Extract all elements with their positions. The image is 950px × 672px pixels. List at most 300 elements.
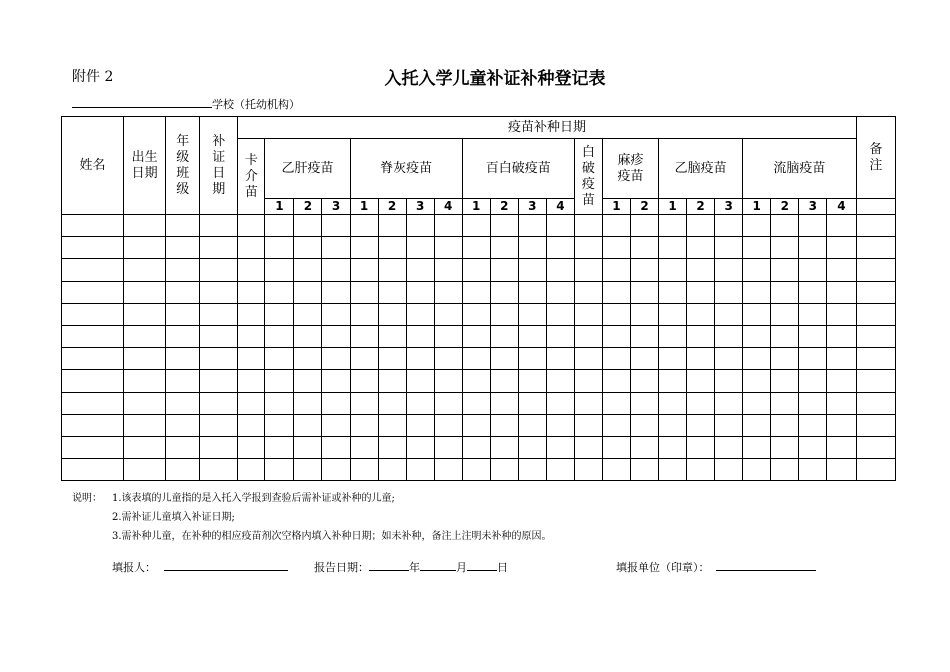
table-cell[interactable] bbox=[200, 348, 238, 370]
table-cell[interactable] bbox=[771, 237, 799, 259]
table-cell[interactable] bbox=[124, 414, 166, 436]
table-cell[interactable] bbox=[62, 459, 124, 481]
table-cell[interactable] bbox=[166, 459, 200, 481]
table-cell[interactable] bbox=[799, 348, 827, 370]
month-blank[interactable] bbox=[420, 559, 456, 571]
table-cell[interactable] bbox=[238, 370, 265, 392]
table-cell[interactable] bbox=[265, 370, 294, 392]
table-cell[interactable] bbox=[771, 459, 799, 481]
table-cell[interactable] bbox=[827, 237, 856, 259]
table-cell[interactable] bbox=[602, 348, 630, 370]
table-cell[interactable] bbox=[659, 414, 687, 436]
table-cell[interactable] bbox=[124, 370, 166, 392]
table-cell[interactable] bbox=[124, 259, 166, 281]
table-cell[interactable] bbox=[827, 281, 856, 303]
table-cell[interactable] bbox=[62, 325, 124, 347]
table-cell[interactable] bbox=[518, 237, 546, 259]
table-cell[interactable] bbox=[265, 392, 294, 414]
table-cell[interactable] bbox=[378, 259, 406, 281]
filler-blank[interactable] bbox=[164, 559, 288, 571]
table-cell[interactable] bbox=[546, 237, 574, 259]
table-cell[interactable] bbox=[630, 259, 658, 281]
table-cell[interactable] bbox=[378, 281, 406, 303]
table-cell[interactable] bbox=[322, 237, 350, 259]
table-cell[interactable] bbox=[124, 392, 166, 414]
table-cell[interactable] bbox=[799, 392, 827, 414]
table-cell[interactable] bbox=[687, 414, 715, 436]
table-cell[interactable] bbox=[856, 259, 895, 281]
table-cell[interactable] bbox=[62, 370, 124, 392]
table-cell[interactable] bbox=[265, 459, 294, 481]
unit-blank[interactable] bbox=[716, 559, 816, 571]
table-cell[interactable] bbox=[124, 237, 166, 259]
table-cell[interactable] bbox=[406, 392, 434, 414]
table-cell[interactable] bbox=[490, 370, 518, 392]
table-cell[interactable] bbox=[856, 237, 895, 259]
table-cell[interactable] bbox=[238, 281, 265, 303]
table-cell[interactable] bbox=[602, 392, 630, 414]
table-cell[interactable] bbox=[294, 459, 322, 481]
table-cell[interactable] bbox=[294, 414, 322, 436]
table-cell[interactable] bbox=[62, 392, 124, 414]
table-cell[interactable] bbox=[743, 436, 771, 458]
table-cell[interactable] bbox=[630, 414, 658, 436]
table-cell[interactable] bbox=[827, 215, 856, 237]
table-cell[interactable] bbox=[518, 459, 546, 481]
table-cell[interactable] bbox=[238, 237, 265, 259]
table-cell[interactable] bbox=[602, 325, 630, 347]
table-cell[interactable] bbox=[827, 325, 856, 347]
table-cell[interactable] bbox=[124, 215, 166, 237]
table-cell[interactable] bbox=[406, 459, 434, 481]
table-cell[interactable] bbox=[630, 370, 658, 392]
table-cell[interactable] bbox=[406, 436, 434, 458]
table-cell[interactable] bbox=[827, 259, 856, 281]
table-cell[interactable] bbox=[602, 370, 630, 392]
table-cell[interactable] bbox=[200, 414, 238, 436]
table-cell[interactable] bbox=[715, 237, 743, 259]
table-cell[interactable] bbox=[378, 459, 406, 481]
table-cell[interactable] bbox=[743, 414, 771, 436]
table-cell[interactable] bbox=[799, 325, 827, 347]
table-cell[interactable] bbox=[490, 414, 518, 436]
table-cell[interactable] bbox=[200, 392, 238, 414]
table-cell[interactable] bbox=[378, 392, 406, 414]
table-cell[interactable] bbox=[771, 325, 799, 347]
table-cell[interactable] bbox=[406, 370, 434, 392]
table-cell[interactable] bbox=[715, 348, 743, 370]
table-cell[interactable] bbox=[630, 325, 658, 347]
table-cell[interactable] bbox=[124, 281, 166, 303]
table-cell[interactable] bbox=[602, 414, 630, 436]
table-cell[interactable] bbox=[265, 325, 294, 347]
table-cell[interactable] bbox=[827, 348, 856, 370]
table-cell[interactable] bbox=[322, 325, 350, 347]
table-cell[interactable] bbox=[574, 237, 602, 259]
table-cell[interactable] bbox=[546, 325, 574, 347]
table-cell[interactable] bbox=[630, 436, 658, 458]
table-cell[interactable] bbox=[294, 370, 322, 392]
table-cell[interactable] bbox=[462, 436, 490, 458]
table-cell[interactable] bbox=[434, 348, 462, 370]
table-cell[interactable] bbox=[799, 414, 827, 436]
table-cell[interactable] bbox=[350, 237, 378, 259]
school-name-blank[interactable] bbox=[72, 96, 212, 108]
table-cell[interactable] bbox=[166, 303, 200, 325]
table-cell[interactable] bbox=[518, 303, 546, 325]
table-cell[interactable] bbox=[687, 259, 715, 281]
table-cell[interactable] bbox=[238, 436, 265, 458]
table-cell[interactable] bbox=[238, 392, 265, 414]
table-cell[interactable] bbox=[378, 215, 406, 237]
table-cell[interactable] bbox=[827, 459, 856, 481]
table-cell[interactable] bbox=[687, 459, 715, 481]
table-cell[interactable] bbox=[715, 414, 743, 436]
table-cell[interactable] bbox=[406, 259, 434, 281]
table-cell[interactable] bbox=[856, 370, 895, 392]
table-cell[interactable] bbox=[322, 303, 350, 325]
table-cell[interactable] bbox=[490, 259, 518, 281]
table-cell[interactable] bbox=[602, 237, 630, 259]
table-cell[interactable] bbox=[715, 303, 743, 325]
table-cell[interactable] bbox=[602, 215, 630, 237]
table-cell[interactable] bbox=[434, 414, 462, 436]
table-cell[interactable] bbox=[630, 392, 658, 414]
table-cell[interactable] bbox=[743, 392, 771, 414]
table-cell[interactable] bbox=[490, 325, 518, 347]
table-cell[interactable] bbox=[378, 303, 406, 325]
table-cell[interactable] bbox=[322, 392, 350, 414]
table-cell[interactable] bbox=[62, 303, 124, 325]
table-cell[interactable] bbox=[630, 303, 658, 325]
table-cell[interactable] bbox=[602, 459, 630, 481]
table-cell[interactable] bbox=[546, 392, 574, 414]
table-cell[interactable] bbox=[630, 459, 658, 481]
table-cell[interactable] bbox=[687, 392, 715, 414]
table-cell[interactable] bbox=[350, 370, 378, 392]
table-cell[interactable] bbox=[378, 348, 406, 370]
table-cell[interactable] bbox=[490, 281, 518, 303]
table-cell[interactable] bbox=[518, 325, 546, 347]
table-cell[interactable] bbox=[715, 370, 743, 392]
table-cell[interactable] bbox=[574, 325, 602, 347]
table-cell[interactable] bbox=[799, 459, 827, 481]
table-cell[interactable] bbox=[265, 215, 294, 237]
table-cell[interactable] bbox=[518, 281, 546, 303]
table-cell[interactable] bbox=[166, 392, 200, 414]
table-cell[interactable] bbox=[294, 436, 322, 458]
table-cell[interactable] bbox=[322, 215, 350, 237]
table-cell[interactable] bbox=[322, 436, 350, 458]
table-cell[interactable] bbox=[490, 215, 518, 237]
table-cell[interactable] bbox=[602, 436, 630, 458]
table-cell[interactable] bbox=[743, 259, 771, 281]
table-cell[interactable] bbox=[434, 237, 462, 259]
table-cell[interactable] bbox=[715, 436, 743, 458]
table-cell[interactable] bbox=[687, 436, 715, 458]
table-cell[interactable] bbox=[574, 348, 602, 370]
year-blank[interactable] bbox=[369, 559, 409, 571]
table-cell[interactable] bbox=[265, 436, 294, 458]
table-cell[interactable] bbox=[659, 348, 687, 370]
table-cell[interactable] bbox=[518, 348, 546, 370]
table-cell[interactable] bbox=[238, 459, 265, 481]
table-cell[interactable] bbox=[294, 281, 322, 303]
table-cell[interactable] bbox=[462, 392, 490, 414]
table-cell[interactable] bbox=[546, 370, 574, 392]
table-cell[interactable] bbox=[200, 259, 238, 281]
table-cell[interactable] bbox=[294, 237, 322, 259]
table-cell[interactable] bbox=[659, 370, 687, 392]
table-cell[interactable] bbox=[546, 259, 574, 281]
table-cell[interactable] bbox=[856, 281, 895, 303]
table-cell[interactable] bbox=[827, 436, 856, 458]
table-cell[interactable] bbox=[200, 303, 238, 325]
table-cell[interactable] bbox=[350, 281, 378, 303]
table-cell[interactable] bbox=[856, 348, 895, 370]
table-cell[interactable] bbox=[462, 348, 490, 370]
table-cell[interactable] bbox=[434, 259, 462, 281]
table-cell[interactable] bbox=[166, 370, 200, 392]
table-cell[interactable] bbox=[166, 259, 200, 281]
table-cell[interactable] bbox=[406, 325, 434, 347]
table-cell[interactable] bbox=[771, 215, 799, 237]
table-cell[interactable] bbox=[771, 281, 799, 303]
table-cell[interactable] bbox=[166, 281, 200, 303]
table-cell[interactable] bbox=[350, 392, 378, 414]
table-cell[interactable] bbox=[659, 392, 687, 414]
table-cell[interactable] bbox=[462, 370, 490, 392]
table-cell[interactable] bbox=[856, 414, 895, 436]
table-cell[interactable] bbox=[166, 348, 200, 370]
table-cell[interactable] bbox=[743, 303, 771, 325]
table-cell[interactable] bbox=[574, 459, 602, 481]
table-cell[interactable] bbox=[659, 215, 687, 237]
table-cell[interactable] bbox=[490, 348, 518, 370]
table-cell[interactable] bbox=[62, 348, 124, 370]
table-cell[interactable] bbox=[687, 303, 715, 325]
table-cell[interactable] bbox=[350, 459, 378, 481]
table-cell[interactable] bbox=[743, 237, 771, 259]
table-cell[interactable] bbox=[771, 303, 799, 325]
table-cell[interactable] bbox=[124, 436, 166, 458]
table-cell[interactable] bbox=[490, 392, 518, 414]
table-cell[interactable] bbox=[124, 303, 166, 325]
table-cell[interactable] bbox=[659, 237, 687, 259]
table-cell[interactable] bbox=[434, 370, 462, 392]
table-cell[interactable] bbox=[715, 281, 743, 303]
table-cell[interactable] bbox=[687, 281, 715, 303]
table-cell[interactable] bbox=[462, 237, 490, 259]
table-cell[interactable] bbox=[166, 237, 200, 259]
table-cell[interactable] bbox=[200, 325, 238, 347]
table-cell[interactable] bbox=[715, 392, 743, 414]
table-cell[interactable] bbox=[630, 348, 658, 370]
table-cell[interactable] bbox=[546, 281, 574, 303]
table-cell[interactable] bbox=[743, 215, 771, 237]
table-cell[interactable] bbox=[350, 215, 378, 237]
table-cell[interactable] bbox=[434, 215, 462, 237]
table-cell[interactable] bbox=[462, 459, 490, 481]
table-cell[interactable] bbox=[518, 414, 546, 436]
table-cell[interactable] bbox=[827, 370, 856, 392]
table-cell[interactable] bbox=[265, 414, 294, 436]
table-cell[interactable] bbox=[462, 281, 490, 303]
table-cell[interactable] bbox=[166, 436, 200, 458]
table-cell[interactable] bbox=[350, 414, 378, 436]
table-cell[interactable] bbox=[350, 348, 378, 370]
table-cell[interactable] bbox=[434, 392, 462, 414]
table-cell[interactable] bbox=[62, 414, 124, 436]
table-cell[interactable] bbox=[490, 436, 518, 458]
table-cell[interactable] bbox=[715, 259, 743, 281]
table-cell[interactable] bbox=[294, 215, 322, 237]
table-cell[interactable] bbox=[602, 259, 630, 281]
table-cell[interactable] bbox=[462, 325, 490, 347]
table-cell[interactable] bbox=[630, 281, 658, 303]
table-cell[interactable] bbox=[799, 303, 827, 325]
table-cell[interactable] bbox=[743, 325, 771, 347]
table-cell[interactable] bbox=[743, 281, 771, 303]
table-cell[interactable] bbox=[687, 215, 715, 237]
table-cell[interactable] bbox=[771, 414, 799, 436]
table-cell[interactable] bbox=[238, 348, 265, 370]
table-cell[interactable] bbox=[490, 237, 518, 259]
table-cell[interactable] bbox=[238, 303, 265, 325]
table-cell[interactable] bbox=[602, 281, 630, 303]
table-cell[interactable] bbox=[574, 414, 602, 436]
table-cell[interactable] bbox=[378, 325, 406, 347]
table-cell[interactable] bbox=[200, 370, 238, 392]
table-cell[interactable] bbox=[546, 459, 574, 481]
table-cell[interactable] bbox=[406, 414, 434, 436]
table-cell[interactable] bbox=[743, 459, 771, 481]
day-blank[interactable] bbox=[467, 559, 497, 571]
table-cell[interactable] bbox=[62, 237, 124, 259]
table-cell[interactable] bbox=[799, 237, 827, 259]
table-cell[interactable] bbox=[687, 325, 715, 347]
table-cell[interactable] bbox=[322, 370, 350, 392]
table-cell[interactable] bbox=[518, 392, 546, 414]
table-cell[interactable] bbox=[574, 303, 602, 325]
table-cell[interactable] bbox=[462, 303, 490, 325]
table-cell[interactable] bbox=[630, 215, 658, 237]
table-cell[interactable] bbox=[715, 459, 743, 481]
table-cell[interactable] bbox=[406, 215, 434, 237]
table-cell[interactable] bbox=[799, 436, 827, 458]
table-cell[interactable] bbox=[378, 414, 406, 436]
table-cell[interactable] bbox=[322, 259, 350, 281]
table-cell[interactable] bbox=[518, 215, 546, 237]
table-cell[interactable] bbox=[434, 281, 462, 303]
table-cell[interactable] bbox=[546, 215, 574, 237]
table-cell[interactable] bbox=[406, 348, 434, 370]
table-cell[interactable] bbox=[771, 392, 799, 414]
table-cell[interactable] bbox=[546, 303, 574, 325]
table-cell[interactable] bbox=[659, 281, 687, 303]
table-cell[interactable] bbox=[546, 348, 574, 370]
table-cell[interactable] bbox=[715, 215, 743, 237]
table-cell[interactable] bbox=[490, 459, 518, 481]
table-cell[interactable] bbox=[771, 370, 799, 392]
table-cell[interactable] bbox=[434, 303, 462, 325]
table-cell[interactable] bbox=[856, 325, 895, 347]
table-cell[interactable] bbox=[687, 348, 715, 370]
table-cell[interactable] bbox=[743, 370, 771, 392]
table-cell[interactable] bbox=[771, 348, 799, 370]
table-cell[interactable] bbox=[378, 370, 406, 392]
table-cell[interactable] bbox=[62, 281, 124, 303]
table-cell[interactable] bbox=[827, 414, 856, 436]
table-cell[interactable] bbox=[378, 237, 406, 259]
table-cell[interactable] bbox=[434, 325, 462, 347]
table-cell[interactable] bbox=[350, 436, 378, 458]
table-cell[interactable] bbox=[294, 325, 322, 347]
table-cell[interactable] bbox=[518, 436, 546, 458]
table-cell[interactable] bbox=[350, 259, 378, 281]
table-cell[interactable] bbox=[490, 303, 518, 325]
table-cell[interactable] bbox=[574, 436, 602, 458]
table-cell[interactable] bbox=[659, 303, 687, 325]
table-cell[interactable] bbox=[200, 237, 238, 259]
table-cell[interactable] bbox=[743, 348, 771, 370]
table-cell[interactable] bbox=[799, 281, 827, 303]
table-cell[interactable] bbox=[166, 325, 200, 347]
table-cell[interactable] bbox=[406, 303, 434, 325]
table-cell[interactable] bbox=[574, 215, 602, 237]
table-cell[interactable] bbox=[856, 436, 895, 458]
table-cell[interactable] bbox=[238, 215, 265, 237]
table-cell[interactable] bbox=[856, 459, 895, 481]
table-cell[interactable] bbox=[265, 237, 294, 259]
table-cell[interactable] bbox=[124, 325, 166, 347]
table-cell[interactable] bbox=[715, 325, 743, 347]
table-cell[interactable] bbox=[62, 215, 124, 237]
table-cell[interactable] bbox=[659, 259, 687, 281]
table-cell[interactable] bbox=[350, 325, 378, 347]
table-cell[interactable] bbox=[462, 414, 490, 436]
table-cell[interactable] bbox=[200, 459, 238, 481]
table-cell[interactable] bbox=[265, 303, 294, 325]
table-cell[interactable] bbox=[200, 436, 238, 458]
table-cell[interactable] bbox=[322, 414, 350, 436]
table-cell[interactable] bbox=[574, 370, 602, 392]
table-cell[interactable] bbox=[546, 436, 574, 458]
table-cell[interactable] bbox=[322, 459, 350, 481]
table-cell[interactable] bbox=[518, 370, 546, 392]
table-cell[interactable] bbox=[238, 259, 265, 281]
table-cell[interactable] bbox=[238, 414, 265, 436]
table-cell[interactable] bbox=[602, 303, 630, 325]
table-cell[interactable] bbox=[827, 392, 856, 414]
table-cell[interactable] bbox=[687, 370, 715, 392]
table-cell[interactable] bbox=[687, 237, 715, 259]
table-cell[interactable] bbox=[294, 303, 322, 325]
table-cell[interactable] bbox=[62, 436, 124, 458]
table-cell[interactable] bbox=[546, 414, 574, 436]
table-cell[interactable] bbox=[166, 215, 200, 237]
table-cell[interactable] bbox=[771, 259, 799, 281]
table-cell[interactable] bbox=[62, 259, 124, 281]
table-cell[interactable] bbox=[574, 392, 602, 414]
table-cell[interactable] bbox=[124, 459, 166, 481]
table-cell[interactable] bbox=[799, 370, 827, 392]
table-cell[interactable] bbox=[856, 215, 895, 237]
table-cell[interactable] bbox=[294, 392, 322, 414]
table-cell[interactable] bbox=[462, 259, 490, 281]
table-cell[interactable] bbox=[200, 215, 238, 237]
table-cell[interactable] bbox=[166, 414, 200, 436]
